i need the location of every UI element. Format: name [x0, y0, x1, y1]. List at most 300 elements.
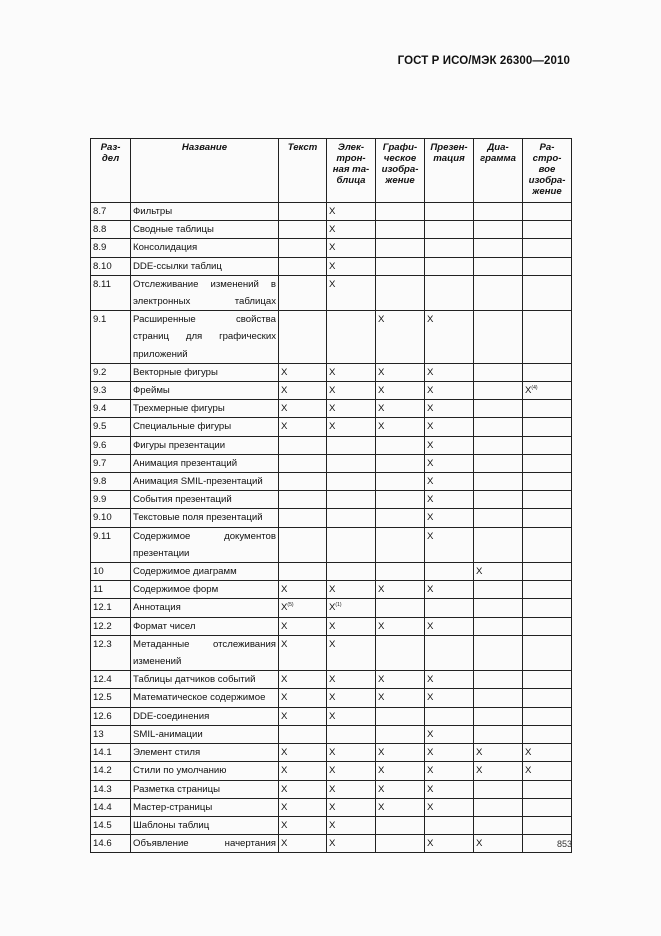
support-mark — [279, 473, 327, 491]
support-mark — [474, 725, 523, 743]
support-mark — [474, 509, 523, 527]
support-mark — [425, 239, 474, 257]
support-mark — [523, 798, 572, 816]
support-mark — [523, 671, 572, 689]
col-header-graphics — [376, 139, 425, 203]
table-row — [91, 707, 572, 725]
section-number: 14.4 — [91, 798, 131, 816]
section-number: 13 — [91, 725, 131, 743]
section-number: 9.1 — [91, 311, 131, 364]
support-mark — [327, 527, 376, 562]
support-mark: X — [279, 418, 327, 436]
support-mark — [327, 509, 376, 527]
section-number: 9.2 — [91, 363, 131, 381]
support-mark — [474, 473, 523, 491]
feature-name: Текстовые поля презентаций — [131, 509, 279, 527]
section-number: 12.2 — [91, 617, 131, 635]
header-line: стро- — [532, 153, 562, 164]
table-row — [91, 527, 572, 562]
table-row — [91, 563, 572, 581]
compliance-table — [90, 138, 572, 853]
section-number: 9.4 — [91, 400, 131, 418]
footnote-ref: (5) — [287, 602, 294, 609]
table-row — [91, 363, 572, 381]
feature-name: Специальные фигуры — [131, 418, 279, 436]
support-mark: X — [327, 363, 376, 381]
support-mark: X — [425, 527, 474, 562]
support-mark — [425, 275, 474, 310]
support-mark: X — [523, 744, 572, 762]
support-mark — [376, 599, 425, 617]
section-number: 9.10 — [91, 509, 131, 527]
support-mark — [474, 382, 523, 400]
support-mark — [523, 563, 572, 581]
col-header-presentation — [425, 139, 474, 203]
support-mark — [376, 275, 425, 310]
support-mark — [425, 203, 474, 221]
feature-name: Формат чисел — [131, 617, 279, 635]
feature-name: Содержимое форм — [131, 581, 279, 599]
support-mark — [523, 635, 572, 670]
table-row — [91, 418, 572, 436]
support-mark — [523, 203, 572, 221]
support-mark — [376, 257, 425, 275]
support-mark — [523, 780, 572, 798]
table-row — [91, 725, 572, 743]
support-mark: X — [425, 311, 474, 364]
support-mark — [327, 311, 376, 364]
header-line: Элек- — [337, 142, 365, 153]
table-row — [91, 454, 572, 472]
support-mark — [474, 400, 523, 418]
support-mark — [474, 454, 523, 472]
support-mark: X — [279, 671, 327, 689]
support-mark — [523, 509, 572, 527]
table-row — [91, 311, 572, 364]
support-mark: X — [279, 689, 327, 707]
support-mark — [523, 473, 572, 491]
support-mark — [523, 491, 572, 509]
feature-name: Консолидация — [131, 239, 279, 257]
support-mark: X — [474, 563, 523, 581]
support-mark — [376, 725, 425, 743]
support-mark: X — [376, 418, 425, 436]
header-line: ная та- — [332, 164, 370, 175]
feature-name: Отслеживание изменений в электронных таблицах — [131, 275, 279, 310]
support-mark — [376, 473, 425, 491]
table-row — [91, 581, 572, 599]
header-line: изобра- — [381, 164, 419, 175]
support-mark: X — [425, 725, 474, 743]
header-line: Ра- — [539, 142, 555, 153]
support-mark: X — [425, 436, 474, 454]
table-row — [91, 835, 572, 853]
section-number: 12.1 — [91, 599, 131, 617]
table-header-row — [91, 139, 572, 203]
support-mark: X — [376, 671, 425, 689]
support-mark: X — [279, 581, 327, 599]
support-mark — [425, 257, 474, 275]
table-row — [91, 635, 572, 670]
section-number: 9.9 — [91, 491, 131, 509]
feature-name: Метаданные отслеживания изменений — [131, 635, 279, 670]
table-row — [91, 780, 572, 798]
support-mark — [523, 599, 572, 617]
support-mark — [523, 400, 572, 418]
support-mark: X — [425, 418, 474, 436]
feature-name: DDE-ссылки таблиц — [131, 257, 279, 275]
support-mark: X — [425, 798, 474, 816]
support-mark — [523, 725, 572, 743]
col-header-raster — [523, 139, 572, 203]
feature-name: Аннотация — [131, 599, 279, 617]
support-mark — [376, 527, 425, 562]
support-mark: X — [425, 509, 474, 527]
feature-name: Фреймы — [131, 382, 279, 400]
col-header-spreadsheet — [327, 139, 376, 203]
support-mark: X — [327, 400, 376, 418]
support-mark: X — [376, 363, 425, 381]
support-mark: X — [279, 744, 327, 762]
table-row — [91, 671, 572, 689]
support-mark: X — [327, 744, 376, 762]
support-mark — [523, 418, 572, 436]
section-number: 8.10 — [91, 257, 131, 275]
support-mark: X — [327, 635, 376, 670]
section-number: 12.3 — [91, 635, 131, 670]
support-mark: X — [279, 835, 327, 853]
support-mark — [376, 436, 425, 454]
support-mark: X — [376, 382, 425, 400]
support-mark — [376, 491, 425, 509]
table-row — [91, 400, 572, 418]
support-mark — [376, 707, 425, 725]
header-line: тация — [433, 153, 465, 164]
table-row — [91, 239, 572, 257]
support-mark: X — [425, 454, 474, 472]
support-mark — [474, 689, 523, 707]
feature-name: Элемент стиля — [131, 744, 279, 762]
support-mark — [474, 436, 523, 454]
support-mark — [376, 454, 425, 472]
support-mark — [425, 221, 474, 239]
support-mark: X — [425, 491, 474, 509]
support-mark — [474, 275, 523, 310]
support-mark — [376, 635, 425, 670]
support-mark: X — [327, 835, 376, 853]
support-mark — [474, 581, 523, 599]
support-mark — [279, 725, 327, 743]
header-line: Раз- — [100, 142, 121, 153]
support-mark: X — [425, 780, 474, 798]
table-row — [91, 221, 572, 239]
support-mark: X — [425, 835, 474, 853]
support-mark — [376, 835, 425, 853]
col-header-name — [131, 139, 279, 203]
support-mark — [474, 311, 523, 364]
table-row — [91, 816, 572, 834]
support-mark — [279, 203, 327, 221]
support-mark — [327, 436, 376, 454]
support-mark: X — [327, 707, 376, 725]
section-number: 12.6 — [91, 707, 131, 725]
feature-name: Анимация SMIL-презентаций — [131, 473, 279, 491]
section-number: 9.5 — [91, 418, 131, 436]
support-mark: X — [327, 671, 376, 689]
section-number: 12.4 — [91, 671, 131, 689]
feature-name: Содержимое диаграмм — [131, 563, 279, 581]
support-mark: X — [279, 363, 327, 381]
support-mark — [279, 221, 327, 239]
section-number: 9.3 — [91, 382, 131, 400]
header-line: жение — [532, 186, 562, 197]
support-mark: X — [425, 400, 474, 418]
support-mark: X — [327, 382, 376, 400]
support-mark: X — [279, 798, 327, 816]
table-row — [91, 798, 572, 816]
table-row — [91, 203, 572, 221]
support-mark — [376, 509, 425, 527]
feature-name: Шаблоны таблиц — [131, 816, 279, 834]
support-mark — [279, 454, 327, 472]
support-mark: X — [327, 239, 376, 257]
support-mark — [327, 725, 376, 743]
support-mark: X — [376, 581, 425, 599]
support-mark — [279, 436, 327, 454]
table-row — [91, 762, 572, 780]
support-mark: X — [425, 473, 474, 491]
section-number: 14.3 — [91, 780, 131, 798]
support-mark — [376, 203, 425, 221]
section-number: 14.1 — [91, 744, 131, 762]
section-number: 10 — [91, 563, 131, 581]
header-line: грамма — [480, 153, 516, 164]
support-mark: X — [327, 762, 376, 780]
support-mark — [474, 363, 523, 381]
support-mark: X — [425, 762, 474, 780]
feature-name: Таблицы датчиков событий — [131, 671, 279, 689]
support-mark: X — [425, 382, 474, 400]
section-number: 8.11 — [91, 275, 131, 310]
section-number: 9.11 — [91, 527, 131, 562]
table-row — [91, 491, 572, 509]
header-line: ческое — [383, 153, 417, 164]
section-number: 8.7 — [91, 203, 131, 221]
section-number: 9.7 — [91, 454, 131, 472]
support-mark — [279, 239, 327, 257]
feature-name: Векторные фигуры — [131, 363, 279, 381]
support-mark: X — [376, 780, 425, 798]
footnote-ref: (1) — [335, 602, 342, 609]
support-mark: X — [327, 816, 376, 834]
support-mark — [474, 617, 523, 635]
section-number: 14.5 — [91, 816, 131, 834]
support-mark: X — [474, 762, 523, 780]
table-row — [91, 689, 572, 707]
header-line: Графи- — [382, 142, 418, 153]
header-line: Название — [181, 142, 228, 153]
support-mark — [523, 311, 572, 364]
support-mark — [279, 563, 327, 581]
table-row — [91, 275, 572, 310]
support-mark: X — [327, 257, 376, 275]
header-line: изобра- — [528, 175, 566, 186]
support-mark — [279, 527, 327, 562]
support-mark — [474, 203, 523, 221]
support-mark — [425, 707, 474, 725]
support-mark — [523, 816, 572, 834]
support-mark — [523, 221, 572, 239]
support-mark — [327, 563, 376, 581]
support-mark: X — [279, 382, 327, 400]
support-mark: X — [376, 311, 425, 364]
col-header-section — [91, 139, 131, 203]
section-number: 8.8 — [91, 221, 131, 239]
feature-name: Разметка страницы — [131, 780, 279, 798]
footnote-ref: (4) — [531, 385, 538, 392]
table-row — [91, 257, 572, 275]
support-mark — [474, 221, 523, 239]
table-row — [91, 617, 572, 635]
support-mark: $X^{(4)}$ — [523, 382, 572, 400]
support-mark: X — [327, 221, 376, 239]
support-mark — [474, 239, 523, 257]
support-mark: X — [376, 400, 425, 418]
support-mark: $X^{(5)}$ — [279, 599, 327, 617]
support-mark — [474, 257, 523, 275]
support-mark: X — [279, 635, 327, 670]
support-mark — [523, 239, 572, 257]
support-mark — [425, 816, 474, 834]
document-header: ГОСТ Р ИСО/МЭК 26300—2010 — [397, 55, 570, 67]
support-mark — [279, 509, 327, 527]
support-mark — [279, 311, 327, 364]
header-line: трон- — [336, 153, 366, 164]
support-mark: X — [327, 203, 376, 221]
support-mark: X — [327, 780, 376, 798]
support-mark: X — [376, 744, 425, 762]
support-mark — [523, 454, 572, 472]
support-mark — [376, 239, 425, 257]
support-mark: X — [327, 617, 376, 635]
support-mark: X — [327, 275, 376, 310]
header-line: вое — [538, 164, 556, 175]
header-line: жение — [385, 175, 415, 186]
header-line: блица — [336, 175, 366, 186]
support-mark: X — [279, 780, 327, 798]
support-mark — [474, 599, 523, 617]
support-mark — [523, 707, 572, 725]
table-row — [91, 509, 572, 527]
feature-name: Объявление начертания — [131, 835, 279, 853]
support-mark: X — [376, 762, 425, 780]
col-header-text — [279, 139, 327, 203]
support-mark — [474, 707, 523, 725]
support-mark — [425, 563, 474, 581]
support-mark: X — [425, 744, 474, 762]
col-header-chart — [474, 139, 523, 203]
feature-name: Фильтры — [131, 203, 279, 221]
support-mark — [425, 635, 474, 670]
support-mark — [474, 527, 523, 562]
feature-name: Математическое содержимое — [131, 689, 279, 707]
feature-name: SMIL-анимации — [131, 725, 279, 743]
table-row — [91, 599, 572, 617]
support-mark — [523, 617, 572, 635]
header-line: Текст — [287, 142, 318, 153]
support-mark: X — [376, 798, 425, 816]
support-mark: X — [376, 617, 425, 635]
support-mark: X — [425, 671, 474, 689]
support-mark — [523, 581, 572, 599]
table-row — [91, 744, 572, 762]
feature-name: Фигуры презентации — [131, 436, 279, 454]
support-mark: X — [327, 798, 376, 816]
support-mark — [523, 689, 572, 707]
support-mark — [474, 780, 523, 798]
feature-name: Мастер-страницы — [131, 798, 279, 816]
support-mark: X — [474, 744, 523, 762]
feature-name: Сводные таблицы — [131, 221, 279, 239]
section-number: 11 — [91, 581, 131, 599]
page-number: 853 — [557, 839, 573, 849]
header-line: Диа- — [487, 142, 509, 153]
support-mark — [327, 473, 376, 491]
support-mark: X — [425, 689, 474, 707]
support-mark: X — [376, 689, 425, 707]
support-mark — [523, 257, 572, 275]
support-mark: X — [425, 617, 474, 635]
feature-name: События презентаций — [131, 491, 279, 509]
feature-name: Анимация презентаций — [131, 454, 279, 472]
header-line: дел — [101, 153, 120, 164]
support-mark: X — [327, 418, 376, 436]
support-mark: X — [279, 617, 327, 635]
support-mark — [474, 418, 523, 436]
support-mark — [279, 257, 327, 275]
support-mark — [327, 491, 376, 509]
support-mark — [474, 816, 523, 834]
support-mark: X — [425, 581, 474, 599]
support-mark — [523, 436, 572, 454]
table-row — [91, 436, 572, 454]
section-number: 12.5 — [91, 689, 131, 707]
support-mark: $X^{(1)}$ — [327, 599, 376, 617]
support-mark — [376, 563, 425, 581]
feature-name: DDE-соединения — [131, 707, 279, 725]
feature-name: Расширенные свойства страниц для графических приложений — [131, 311, 279, 364]
support-mark: X — [327, 689, 376, 707]
support-mark: X — [279, 816, 327, 834]
table-row — [91, 382, 572, 400]
support-mark — [425, 599, 474, 617]
support-mark — [279, 275, 327, 310]
support-mark: X — [279, 707, 327, 725]
support-mark: X — [425, 363, 474, 381]
table-body — [91, 203, 572, 853]
support-mark: X — [474, 835, 523, 853]
table-row — [91, 473, 572, 491]
support-mark: X — [327, 581, 376, 599]
section-number: 8.9 — [91, 239, 131, 257]
support-mark — [279, 491, 327, 509]
support-mark — [327, 454, 376, 472]
support-mark — [474, 798, 523, 816]
section-number: 9.6 — [91, 436, 131, 454]
feature-name: Стили по умолчанию — [131, 762, 279, 780]
support-mark — [474, 671, 523, 689]
support-mark — [474, 635, 523, 670]
